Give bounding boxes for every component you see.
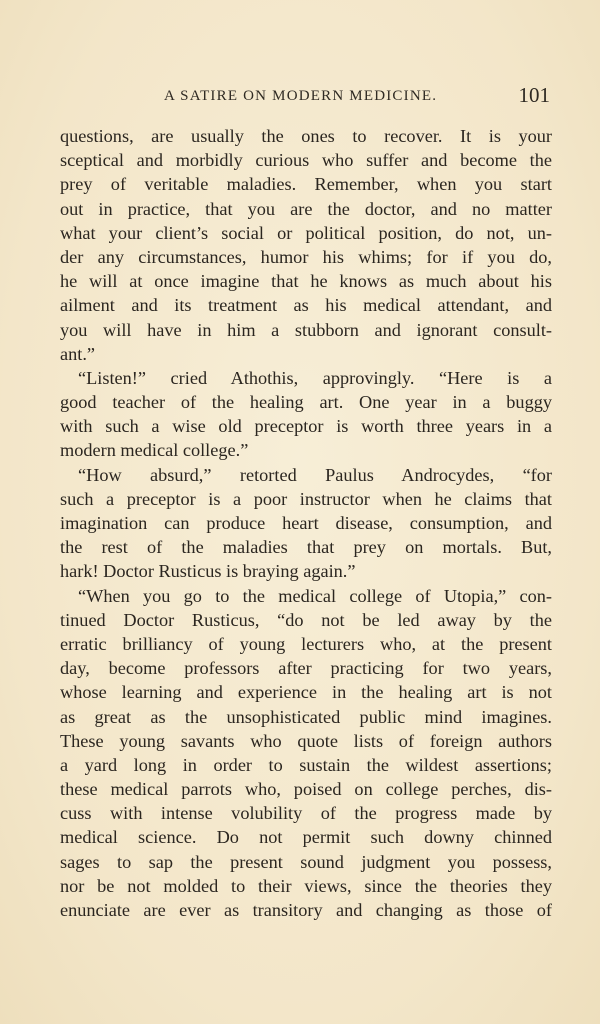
text-line: you will have in him a stubborn and ignorant consult-	[60, 319, 552, 340]
running-head	[60, 83, 552, 110]
text-line: erratic brilliancy of young lecturers who, at the present	[60, 633, 552, 654]
text-line: out in practice, that you are the doctor, and no matter	[60, 198, 552, 219]
body-text	[60, 124, 552, 922]
text-line: enunciate are ever as transitory and changing as those of	[60, 900, 552, 920]
text-line: “Listen!” cried Athothis, approvingly. “Here is a	[78, 367, 552, 388]
text-line: what your client’s social or political position, do not, un-	[60, 222, 552, 243]
page-number: 101	[518, 83, 550, 107]
text-line: imagination can produce heart disease, consumption, and	[60, 513, 552, 533]
text-line: good teacher of the healing art. One year in a buggy	[60, 392, 552, 413]
text-line: sceptical and morbidly curious who suffer and become the	[60, 150, 552, 171]
text-line: “When you go to the medical college of Utopia,” con-	[78, 585, 552, 606]
text-line: such a preceptor is a poor instructor when he claims that	[60, 488, 552, 509]
text-line: sages to sap the present sound judgment you possess,	[60, 851, 552, 872]
text-line: ailment and its treatment as his medical attendant, and	[60, 295, 552, 316]
text-line: as great as the unsophisticated public mind imagines.	[60, 706, 552, 727]
text-line: day, become professors after practicing for two years,	[60, 658, 552, 679]
text-line: nor be not molded to their views, since the theories they	[60, 875, 552, 896]
text-line: prey of veritable maladies. Remember, when you start	[60, 174, 552, 195]
text-line: cuss with intense volubility of the progress made by	[60, 803, 552, 824]
text-line: whose learning and experience in the healing art is not	[60, 682, 552, 703]
text-line: questions, are usually the ones to recover. It is your	[60, 126, 552, 146]
text-line: These young savants who quote lists of foreign authors	[60, 730, 552, 751]
text-line: a yard long in order to sustain the wildest assertions;	[60, 754, 552, 775]
text-line: der any circumstances, humor his whims; for if you do,	[60, 246, 552, 267]
text-line: ant.”	[60, 343, 96, 364]
text-line: hark! Doctor Rusticus is braying again.”	[60, 561, 356, 582]
text-line: the rest of the maladies that prey on mortals. But,	[60, 537, 552, 558]
running-title: A SATIRE ON MODERN MEDICINE.	[164, 88, 438, 104]
text-line: modern medical college.”	[60, 440, 249, 461]
text-line: medical science. Do not permit such downy chinned	[60, 827, 552, 848]
text-line: these medical parrots who, poised on college perches, dis-	[60, 779, 552, 800]
text-line: tinued Doctor Rusticus, “do not be led away by the	[60, 609, 552, 630]
text-line: with such a wise old preceptor is worth three years in a	[60, 416, 552, 437]
text-line: he will at once imagine that he knows as much about his	[60, 271, 552, 292]
text-line: “How absurd,” retorted Paulus Androcydes, “for	[78, 464, 552, 485]
